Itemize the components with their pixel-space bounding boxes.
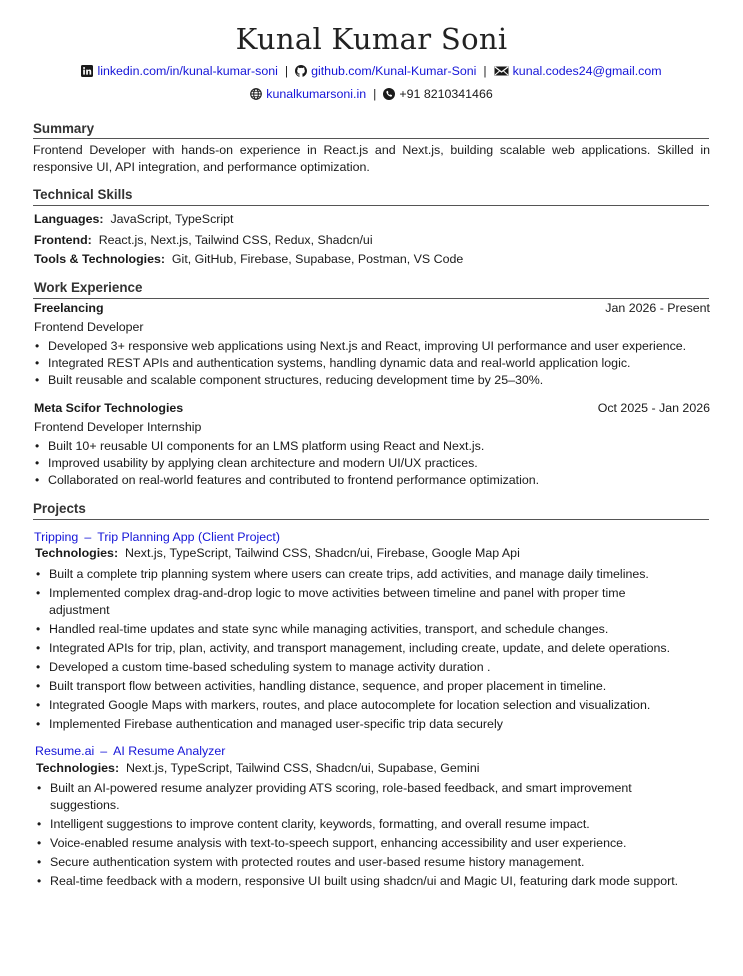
section-divider	[33, 138, 709, 139]
project-bullets	[35, 566, 685, 735]
job-company: Meta Scifor Technologies	[34, 401, 184, 415]
globe-icon	[250, 88, 262, 100]
skill-row	[34, 252, 463, 266]
skill-label: Languages:	[34, 212, 104, 226]
linkedin-link[interactable]: linkedin.com/in/kunal-kumar-soni	[97, 64, 278, 78]
list-item: • Real-time feedback with a modern, responsive UI built using shadcn/ui and Magic UI, featuring dark mode support.	[36, 873, 686, 890]
skill-label: Frontend:	[34, 233, 92, 247]
github-link[interactable]: github.com/Kunal-Kumar-Soni	[311, 64, 477, 78]
summary-text: Frontend Developer with hands-on experience in React.js and Next.js, building scalable web applications. Skilled in responsive UI, API integration, and performance optimization.	[33, 143, 710, 174]
section-divider	[33, 519, 709, 520]
skill-value: React.js, Next.js, Tailwind CSS, Redux, Shadcn/ui	[98, 233, 373, 247]
list-item: • Built an AI-powered resume analyzer providing ATS scoring, role-based feedback, and smart improvement suggestions.	[36, 780, 686, 814]
section-title-summary: Summary	[33, 121, 95, 136]
tech-label: Technologies:	[35, 546, 119, 560]
tech-label: Technologies:	[36, 761, 120, 775]
contact-line-1	[0, 64, 743, 78]
list-item: • Developed 3+ responsive web applications using Next.js and React, improving UI performance and user experience.	[34, 338, 710, 355]
tech-value: Next.js, TypeScript, Tailwind CSS, Shadcn/ui, Firebase, Google Map Api	[124, 546, 520, 560]
job-bullets	[34, 438, 710, 489]
contact-line-2	[0, 87, 743, 101]
job-dates: Oct 2025 - Jan 2026	[597, 401, 710, 415]
project-title-link[interactable]	[35, 744, 225, 758]
section-title-skills: Technical Skills	[33, 187, 133, 202]
project-dash: –	[84, 530, 92, 544]
project-title-link[interactable]	[34, 530, 280, 544]
list-item: • Voice-enabled resume analysis with text-to-speech support, enhancing accessibility and user experience.	[36, 835, 686, 852]
separator: |	[284, 64, 289, 78]
list-item: • Developed a custom time-based scheduling system to manage activity duration .	[35, 659, 685, 676]
list-item: • Built a complete trip planning system where users can create trips, add activities, and manage daily timelines.	[35, 566, 685, 583]
project-tech	[35, 546, 520, 560]
tech-value: Next.js, TypeScript, Tailwind CSS, Shadcn/ui, Supabase, Gemini	[125, 761, 480, 775]
list-item: • Built 10+ reusable UI components for an LMS platform using React and Next.js.	[34, 438, 710, 455]
project-dash: –	[100, 744, 108, 758]
job-company: Freelancing	[34, 301, 104, 315]
job-role: Frontend Developer Internship	[34, 420, 202, 434]
linkedin-icon	[81, 65, 93, 77]
project-tech	[36, 761, 480, 775]
list-item: • Handled real-time updates and state sync while managing activities, transport, and schedule changes.	[35, 621, 685, 638]
skill-label: Tools & Technologies:	[34, 252, 166, 266]
section-divider	[33, 298, 709, 299]
job-role: Frontend Developer	[34, 320, 144, 334]
list-item: • Implemented complex drag-and-drop logic to move activities between timeline and panel with proper time adjustment	[35, 585, 685, 619]
section-title-experience: Work Experience	[34, 280, 143, 295]
phone-icon	[383, 88, 395, 100]
list-item: • Implemented Firebase authentication and managed user-specific trip data securely	[35, 716, 685, 733]
project-subtitle[interactable]: Trip Planning App (Client Project)	[97, 530, 280, 544]
website-link[interactable]: kunalkumarsoni.in	[266, 87, 367, 101]
job-bullets	[34, 338, 710, 389]
project-bullets	[36, 780, 686, 892]
project-name[interactable]: Resume.ai	[35, 744, 95, 758]
list-item: • Improved usability by applying clean architecture and modern UI/UX practices.	[34, 455, 710, 472]
skill-row	[34, 212, 233, 226]
list-item: • Intelligent suggestions to improve content clarity, keywords, formatting, and overall resume impact.	[36, 816, 686, 833]
phone-number: +91 8210341466	[399, 87, 493, 101]
separator: |	[373, 87, 377, 101]
envelope-icon	[494, 65, 509, 77]
list-item: • Built transport flow between activities, handling distance, sequence, and proper placement in timeline.	[35, 678, 685, 695]
email-link[interactable]: kunal.codes24@gmail.com	[512, 64, 662, 78]
list-item: • Secure authentication system with protected routes and user-based resume history management.	[36, 854, 686, 871]
project-subtitle[interactable]: AI Resume Analyzer	[113, 744, 226, 758]
project-name[interactable]: Tripping	[34, 530, 79, 544]
job-dates: Jan 2026 - Present	[605, 301, 710, 315]
list-item: • Built reusable and scalable component structures, reducing development time by 25–30%.	[34, 372, 710, 389]
skill-value: JavaScript, TypeScript	[110, 212, 234, 226]
skill-value: Git, GitHub, Firebase, Supabase, Postman, VS Code	[171, 252, 464, 266]
separator: |	[483, 64, 487, 78]
list-item: • Integrated REST APIs and authentication systems, handling dynamic data and real-world application logic.	[34, 355, 710, 372]
list-item: • Collaborated on real-world features and contributed to frontend performance optimization.	[34, 472, 710, 489]
list-item: • Integrated Google Maps with markers, routes, and place autocomplete for location selection and visualization.	[35, 697, 685, 714]
candidate-name: Kunal Kumar Soni	[235, 22, 508, 56]
section-title-projects: Projects	[33, 501, 86, 516]
section-divider	[33, 205, 709, 206]
list-item: • Integrated APIs for trip, plan, activity, and transport management, including create, update, and delete operations.	[35, 640, 685, 657]
skill-row	[34, 233, 373, 247]
github-icon	[295, 65, 307, 77]
